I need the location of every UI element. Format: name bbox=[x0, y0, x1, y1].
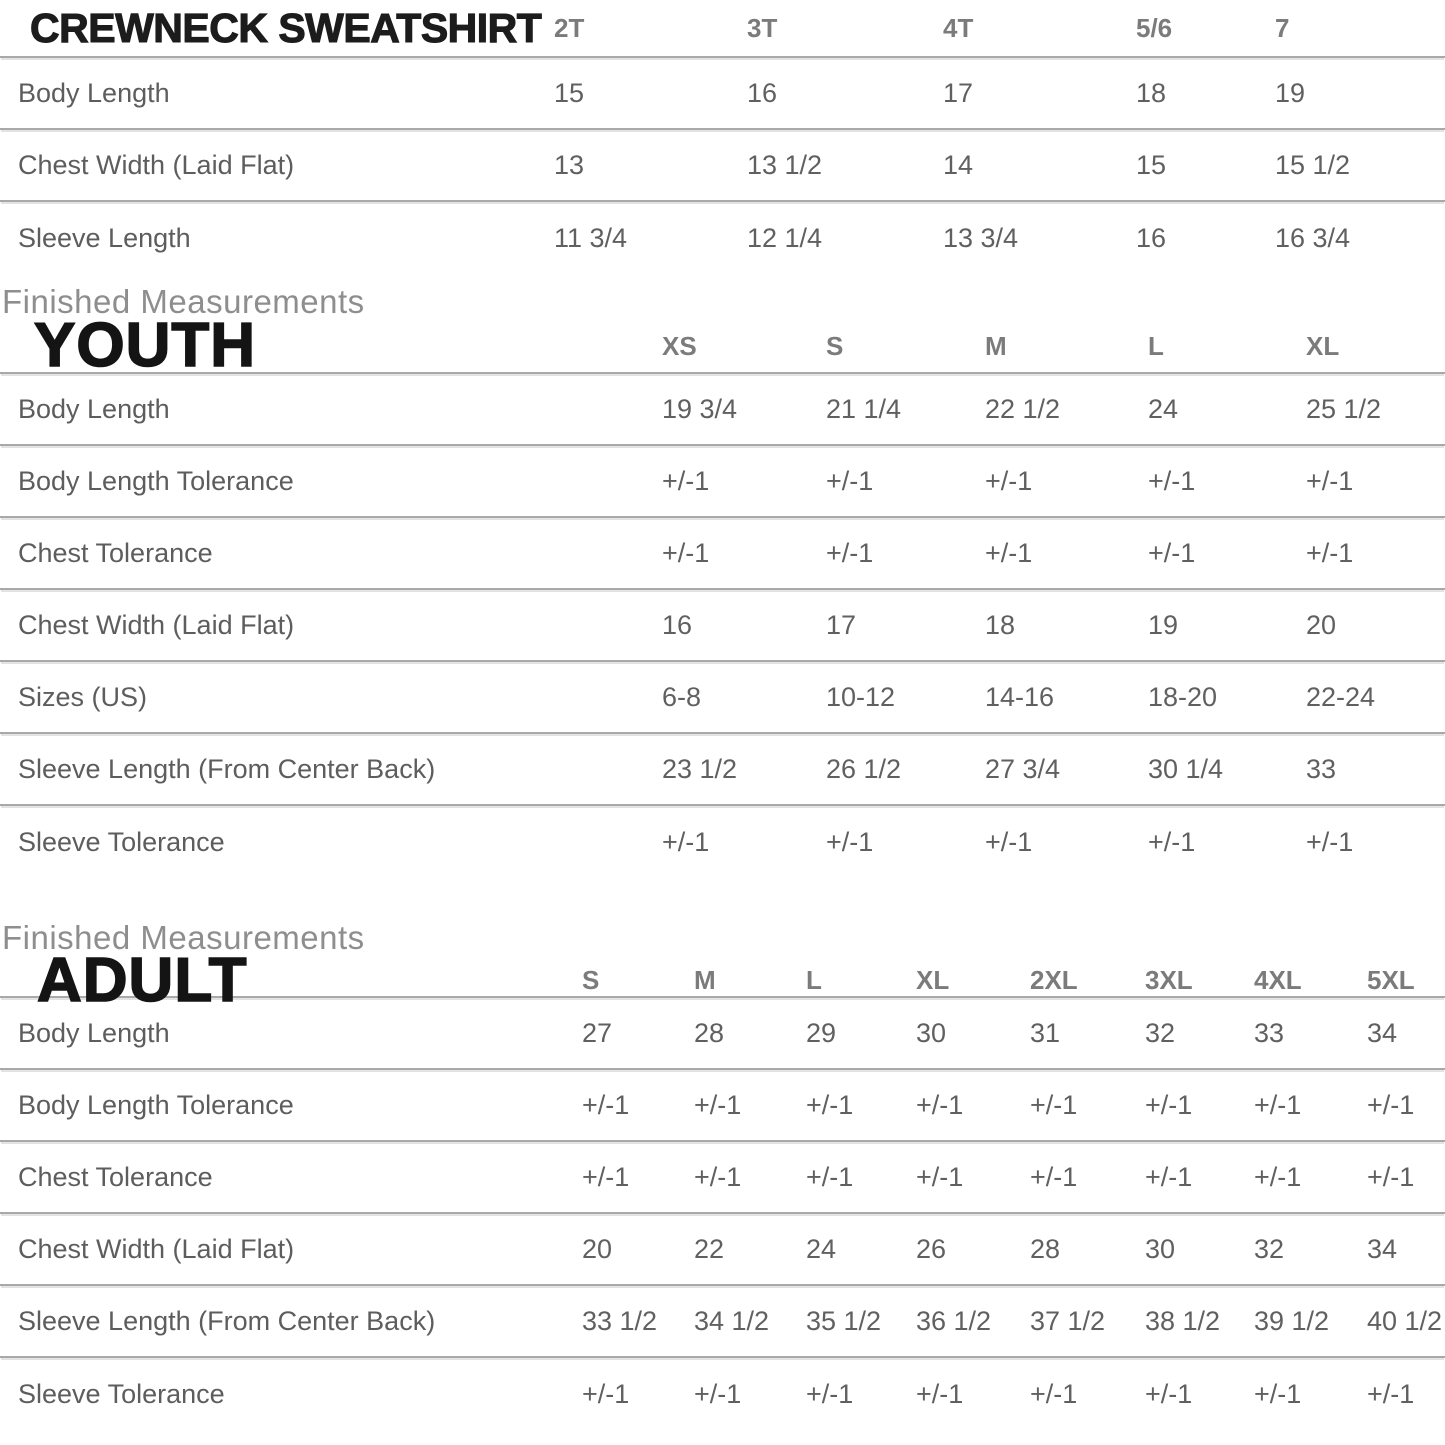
table-row bbox=[0, 1214, 1445, 1286]
cell-value: +/-1 bbox=[826, 465, 874, 496]
cell-value: 36 1/2 bbox=[916, 1305, 992, 1336]
cell-value: 18-20 bbox=[1148, 681, 1218, 712]
table-title: YOUTH bbox=[34, 311, 256, 381]
row-label: Body Length Tolerance bbox=[18, 465, 294, 496]
cell-value: 28 bbox=[694, 1017, 725, 1048]
cell-value: 18 bbox=[1136, 77, 1167, 108]
cell-value: 30 bbox=[916, 1017, 947, 1048]
row-label: Body Length bbox=[18, 393, 170, 424]
table-row bbox=[0, 374, 1445, 446]
cell-value: +/-1 bbox=[1030, 1161, 1078, 1192]
cell-value: 19 bbox=[1148, 609, 1179, 640]
cell-value: 38 1/2 bbox=[1145, 1305, 1221, 1336]
column-header: L bbox=[806, 965, 822, 996]
cell-value: +/-1 bbox=[582, 1378, 630, 1409]
cell-value: 22 bbox=[694, 1233, 725, 1264]
column-header: XS bbox=[662, 330, 697, 361]
table-row bbox=[0, 446, 1445, 518]
cell-value: 34 bbox=[1367, 1017, 1398, 1048]
toddler-size-table bbox=[0, 0, 1445, 274]
column-header: 7 bbox=[1275, 12, 1290, 43]
cell-value: +/-1 bbox=[985, 537, 1033, 568]
row-label: Chest Width (Laid Flat) bbox=[18, 609, 295, 640]
column-header: 4T bbox=[943, 12, 974, 43]
row-label: Sizes (US) bbox=[18, 681, 148, 712]
cell-value: 26 1/2 bbox=[826, 753, 902, 784]
table-row bbox=[0, 130, 1445, 202]
cell-value: 27 3/4 bbox=[985, 753, 1061, 784]
cell-value: 35 1/2 bbox=[806, 1305, 882, 1336]
cell-value: 13 3/4 bbox=[943, 222, 1019, 253]
youth-size-table bbox=[0, 311, 1445, 878]
cell-value: +/-1 bbox=[1254, 1161, 1302, 1192]
column-header: 2T bbox=[554, 12, 585, 43]
cell-value: +/-1 bbox=[1254, 1378, 1302, 1409]
table-row bbox=[0, 518, 1445, 590]
cell-value: +/-1 bbox=[582, 1161, 630, 1192]
cell-value: 17 bbox=[943, 77, 974, 108]
cell-value: +/-1 bbox=[1145, 1378, 1193, 1409]
cell-value: 14 bbox=[943, 149, 974, 180]
cell-value: +/-1 bbox=[1145, 1161, 1193, 1192]
cell-value: +/-1 bbox=[662, 826, 710, 857]
cell-value: +/-1 bbox=[916, 1161, 964, 1192]
cell-value: +/-1 bbox=[1367, 1089, 1415, 1120]
cell-value: 15 bbox=[554, 77, 585, 108]
cell-value: 30 bbox=[1145, 1233, 1176, 1264]
cell-value: 33 1/2 bbox=[582, 1305, 658, 1336]
column-header: M bbox=[694, 965, 716, 996]
column-header: S bbox=[582, 965, 600, 996]
table-row bbox=[0, 1070, 1445, 1142]
row-label: Chest Tolerance bbox=[18, 537, 213, 568]
row-label: Sleeve Tolerance bbox=[18, 826, 225, 857]
cell-value: +/-1 bbox=[1030, 1378, 1078, 1409]
table-title: CREWNECK SWEATSHIRT bbox=[30, 4, 542, 51]
cell-value: 34 bbox=[1367, 1233, 1398, 1264]
column-header: XL bbox=[916, 965, 950, 996]
cell-value: +/-1 bbox=[662, 465, 710, 496]
cell-value: 6-8 bbox=[662, 681, 702, 712]
cell-value: 26 bbox=[916, 1233, 947, 1264]
adult-section bbox=[0, 920, 1445, 1430]
cell-value: +/-1 bbox=[1367, 1378, 1415, 1409]
cell-value: 40 1/2 bbox=[1367, 1305, 1443, 1336]
section-label: Finished Measurements bbox=[2, 283, 365, 320]
cell-value: 10-12 bbox=[826, 681, 896, 712]
column-header: XL bbox=[1306, 330, 1340, 361]
youth-section bbox=[0, 284, 1445, 878]
cell-value: +/-1 bbox=[1367, 1161, 1415, 1192]
cell-value: +/-1 bbox=[806, 1161, 854, 1192]
row-label: Body Length bbox=[18, 1017, 170, 1048]
cell-value: 39 1/2 bbox=[1254, 1305, 1330, 1336]
cell-value: 34 1/2 bbox=[694, 1305, 770, 1336]
cell-value: 16 bbox=[662, 609, 693, 640]
cell-value: 32 bbox=[1145, 1017, 1176, 1048]
cell-value: +/-1 bbox=[1306, 465, 1354, 496]
column-header: 5XL bbox=[1367, 965, 1415, 996]
cell-value: +/-1 bbox=[916, 1378, 964, 1409]
adult-size-table bbox=[0, 946, 1445, 1430]
row-label: Sleeve Length bbox=[18, 222, 191, 253]
row-label: Body Length bbox=[18, 77, 170, 108]
cell-value: 20 bbox=[1306, 609, 1337, 640]
row-label: Chest Tolerance bbox=[18, 1161, 213, 1192]
table-row bbox=[0, 590, 1445, 662]
column-header: S bbox=[826, 330, 844, 361]
cell-value: +/-1 bbox=[1148, 537, 1196, 568]
column-header: M bbox=[985, 330, 1007, 361]
cell-value: 32 bbox=[1254, 1233, 1285, 1264]
cell-value: 27 bbox=[582, 1017, 613, 1048]
adult-header-row bbox=[0, 946, 1445, 1015]
cell-value: +/-1 bbox=[582, 1089, 630, 1120]
cell-value: +/-1 bbox=[662, 537, 710, 568]
cell-value: +/-1 bbox=[1254, 1089, 1302, 1120]
cell-value: 11 3/4 bbox=[554, 222, 628, 253]
table-row bbox=[0, 1142, 1445, 1214]
cell-value: 14-16 bbox=[985, 681, 1055, 712]
cell-value: +/-1 bbox=[694, 1378, 742, 1409]
cell-value: 30 1/4 bbox=[1148, 753, 1224, 784]
cell-value: 24 bbox=[1148, 393, 1179, 424]
cell-value: +/-1 bbox=[1030, 1089, 1078, 1120]
row-label: Chest Width (Laid Flat) bbox=[18, 149, 295, 180]
cell-value: +/-1 bbox=[916, 1089, 964, 1120]
column-header: 4XL bbox=[1254, 965, 1302, 996]
table-row bbox=[0, 202, 1445, 274]
cell-value: 18 bbox=[985, 609, 1016, 640]
cell-value: 15 bbox=[1136, 149, 1167, 180]
cell-value: 16 3/4 bbox=[1275, 222, 1351, 253]
table-row bbox=[0, 662, 1445, 734]
cell-value: 16 bbox=[747, 77, 778, 108]
table-row bbox=[0, 1358, 1445, 1430]
cell-value: 19 3/4 bbox=[662, 393, 738, 424]
cell-value: 33 bbox=[1306, 753, 1337, 784]
cell-value: +/-1 bbox=[806, 1378, 854, 1409]
youth-header-row bbox=[0, 311, 1445, 381]
cell-value: 37 1/2 bbox=[1030, 1305, 1106, 1336]
cell-value: 16 bbox=[1136, 222, 1167, 253]
column-header: 2XL bbox=[1030, 965, 1078, 996]
cell-value: 29 bbox=[806, 1017, 837, 1048]
cell-value: +/-1 bbox=[1306, 537, 1354, 568]
cell-value: +/-1 bbox=[806, 1089, 854, 1120]
column-header: 3XL bbox=[1145, 965, 1193, 996]
cell-value: +/-1 bbox=[694, 1161, 742, 1192]
cell-value: +/-1 bbox=[1145, 1089, 1193, 1120]
cell-value: 24 bbox=[806, 1233, 837, 1264]
column-header: 3T bbox=[747, 12, 778, 43]
cell-value: +/-1 bbox=[985, 826, 1033, 857]
row-label: Sleeve Length (From Center Back) bbox=[18, 753, 436, 784]
table-row bbox=[0, 1286, 1445, 1358]
cell-value: 22 1/2 bbox=[985, 393, 1061, 424]
cell-value: +/-1 bbox=[985, 465, 1033, 496]
cell-value: +/-1 bbox=[694, 1089, 742, 1120]
cell-value: +/-1 bbox=[1148, 826, 1196, 857]
cell-value: 25 1/2 bbox=[1306, 393, 1382, 424]
table-row bbox=[0, 806, 1445, 878]
cell-value: 28 bbox=[1030, 1233, 1061, 1264]
cell-value: 17 bbox=[826, 609, 857, 640]
toddler-header-row bbox=[0, 0, 1445, 58]
cell-value: 19 bbox=[1275, 77, 1306, 108]
row-label: Sleeve Tolerance bbox=[18, 1378, 225, 1409]
section-label: Finished Measurements bbox=[2, 919, 365, 956]
cell-value: 33 bbox=[1254, 1017, 1285, 1048]
cell-value: 31 bbox=[1030, 1017, 1061, 1048]
cell-value: +/-1 bbox=[826, 826, 874, 857]
table-title: ADULT bbox=[37, 946, 248, 1015]
cell-value: +/-1 bbox=[1306, 826, 1354, 857]
cell-value: +/-1 bbox=[826, 537, 874, 568]
cell-value: 23 1/2 bbox=[662, 753, 738, 784]
row-label: Sleeve Length (From Center Back) bbox=[18, 1305, 436, 1336]
cell-value: 13 1/2 bbox=[747, 149, 823, 180]
cell-value: 20 bbox=[582, 1233, 613, 1264]
table-row bbox=[0, 58, 1445, 130]
row-label: Chest Width (Laid Flat) bbox=[18, 1233, 295, 1264]
cell-value: 13 bbox=[554, 149, 585, 180]
table-row bbox=[0, 734, 1445, 806]
cell-value: 15 1/2 bbox=[1275, 149, 1351, 180]
cell-value: 21 1/4 bbox=[826, 393, 902, 424]
cell-value: +/-1 bbox=[1148, 465, 1196, 496]
column-header: L bbox=[1148, 330, 1164, 361]
row-label: Body Length Tolerance bbox=[18, 1089, 294, 1120]
column-header: 5/6 bbox=[1136, 12, 1173, 43]
cell-value: 22-24 bbox=[1306, 681, 1376, 712]
cell-value: 12 1/4 bbox=[747, 222, 823, 253]
